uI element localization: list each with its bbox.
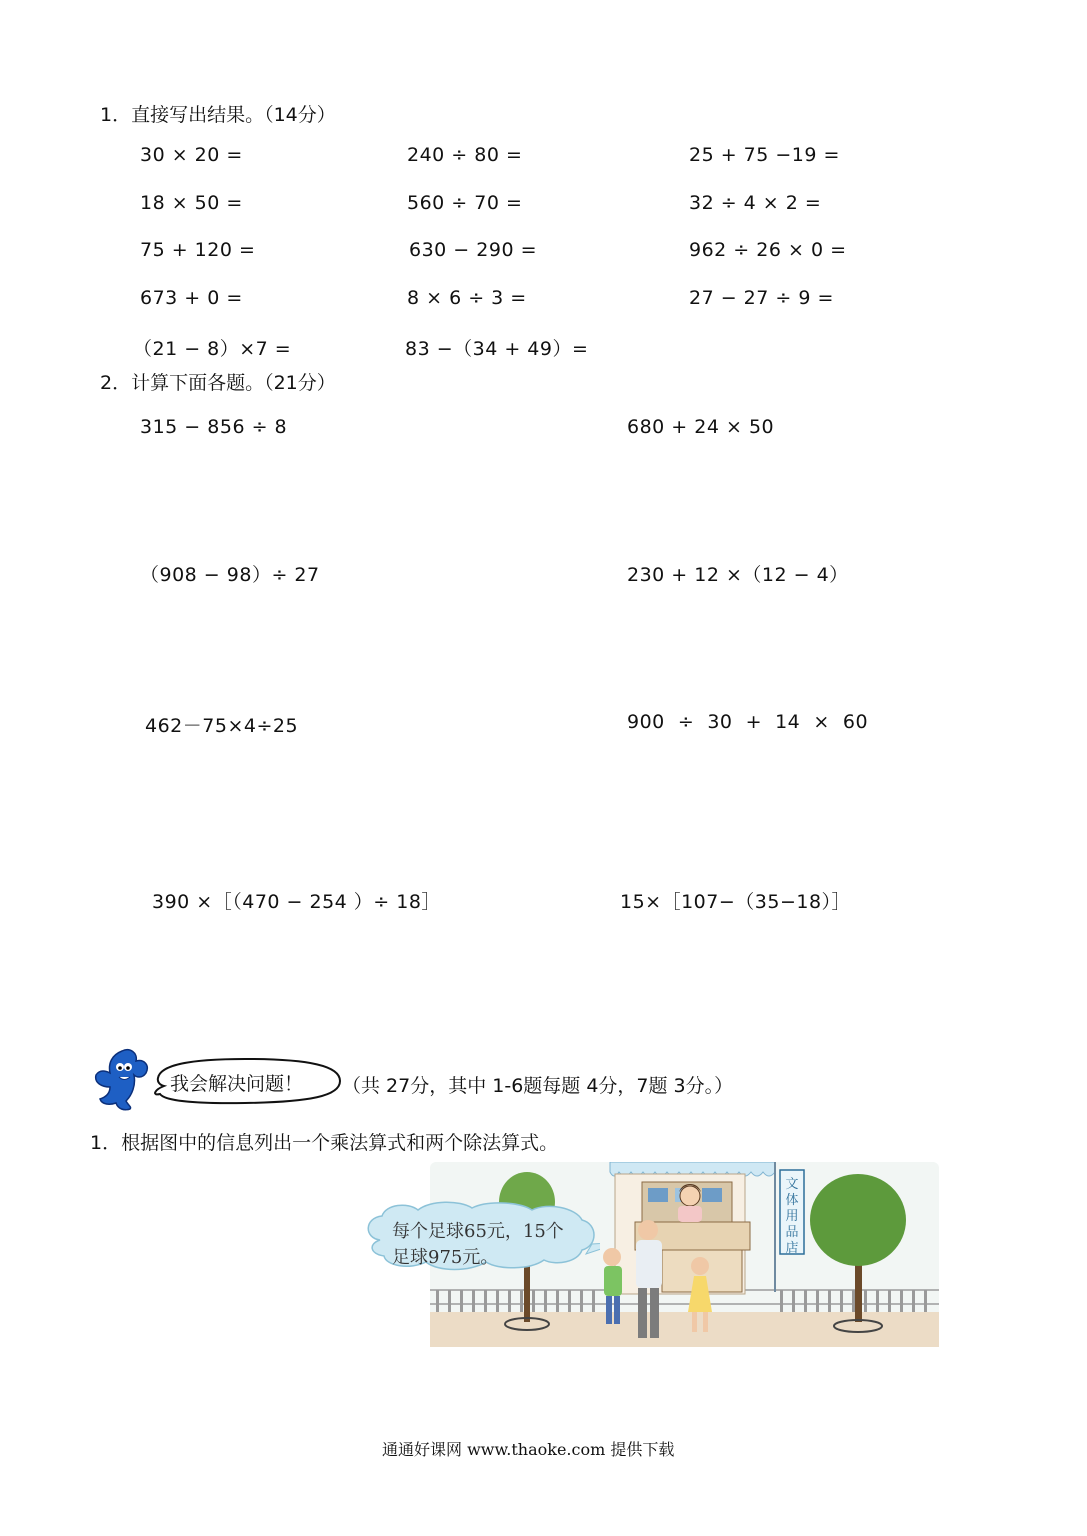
expression: 25 + 75 −19 =	[689, 144, 840, 166]
expression: 962 ÷ 26 × 0 =	[689, 239, 847, 261]
speech-line-1: 每个足球65元，15个	[392, 1221, 564, 1242]
expression: （21 − 8）×7 =	[133, 338, 292, 360]
shop-sign-char-3: 用	[785, 1209, 799, 1224]
calc-problem: 390 ×［（470 − 254 ）÷ 18］	[152, 891, 441, 913]
calc-problem: 15×［107−（35−18）］	[620, 891, 852, 913]
calc-problem: 462－75×4÷25	[145, 715, 299, 737]
calc-problem: 900 ÷ 30 + 14 × 60	[627, 711, 869, 733]
calc-problem: 315 − 856 ÷ 8	[140, 416, 288, 438]
footer-text: 通通好课网 www.thaoke.com 提供下载	[382, 1440, 675, 1459]
calc-problem: 230 + 12 ×（12 − 4）	[627, 564, 849, 586]
section3-note: （共 27分，其中 1-6题每题 4分，7题 3分。）	[342, 1075, 734, 1097]
expression: 30 × 20 =	[140, 144, 243, 166]
section1-heading: 1．直接写出结果。（14分）	[100, 104, 336, 126]
calc-problem: 680 + 24 × 50	[627, 416, 775, 438]
shop-sign-char-2: 体	[785, 1193, 799, 1208]
section2-heading: 2．计算下面各题。（21分）	[100, 372, 336, 394]
expression: 240 ÷ 80 =	[407, 144, 523, 166]
expression: 27 − 27 ÷ 9 =	[689, 287, 834, 309]
speech-line-2: 足球975元。	[392, 1247, 499, 1268]
shop-sign-char-5: 店	[785, 1241, 799, 1256]
expression: 630 − 290 =	[409, 239, 537, 261]
expression: 75 + 120 =	[140, 239, 256, 261]
shop-sign-char-4: 品	[785, 1225, 799, 1240]
bubble-label: 我会解决问题！	[170, 1073, 304, 1095]
mascot-icon	[92, 1045, 152, 1111]
expression: 8 × 6 ÷ 3 =	[407, 287, 527, 309]
expression: 18 × 50 =	[140, 192, 243, 214]
calc-problem: （908 − 98）÷ 27	[140, 564, 320, 586]
expression: 83 −（34 + 49）=	[405, 338, 589, 360]
expression: 673 + 0 =	[140, 287, 243, 309]
expression: 32 ÷ 4 × 2 =	[689, 192, 822, 214]
question-1: 1．根据图中的信息列出一个乘法算式和两个除法算式。	[90, 1132, 559, 1154]
expression: 560 ÷ 70 =	[407, 192, 523, 214]
shop-sign-char-1: 文	[785, 1177, 799, 1192]
